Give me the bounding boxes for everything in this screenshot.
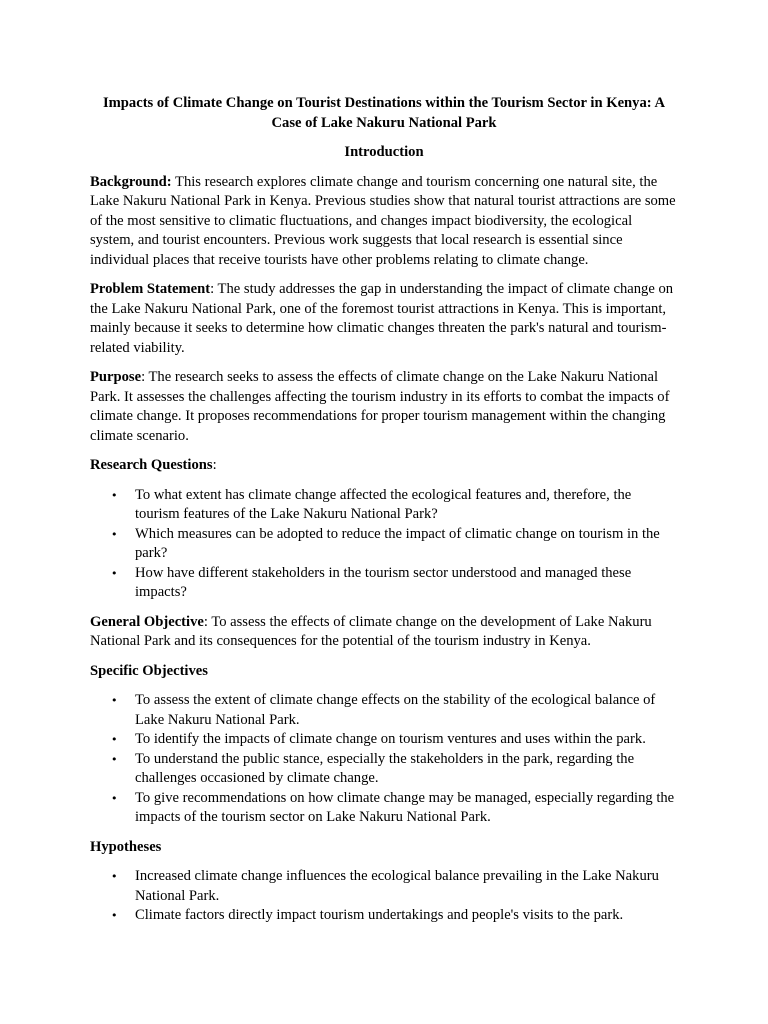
list-item-text: To identify the impacts of climate change on tourism ventures and uses within the park.: [135, 731, 646, 747]
list-item-text: To what extent has climate change affected the ecological features and, therefore, the tourism features of the Lake Nakuru National Park?: [135, 486, 632, 522]
problem-statement-text: : The study addresses the gap in understanding the impact of climate change on the Lake Nakuru National Park, one of the foremost tourist attractions in Kenya. This is important, mainly because it seeks to determine how climatic changes threaten the park's natural and tourism-related viability.: [90, 281, 674, 356]
background-text: This research explores climate change and tourism concerning one natural site, the Lake Nakuru National Park in Kenya. Previous studies show that natural tourist attractions are some of the most sensitive to climatic fluctuations, and changes impact biodiversity, the ecological system, and tourist encounters. Previous work suggests that local research is essential since individual places that receive tourists have other problems relating to climate change.: [90, 173, 676, 268]
list-item-text: To understand the public stance, especially the stakeholders in the park, regarding the challenges occasioned by climate change.: [135, 750, 635, 786]
research-questions-label: Research Questions: [90, 457, 213, 473]
list-item: [90, 564, 678, 603]
hypotheses-list: [90, 867, 678, 926]
list-item: [90, 789, 678, 828]
bullet-icon: •: [111, 870, 118, 883]
general-objective-paragraph: [90, 613, 678, 652]
list-item-text: Increased climate change influences the ecological balance prevailing in the Lake Nakuru National Park.: [135, 868, 659, 904]
document-title: Impacts of Climate Change on Tourist Destinations within the Tourism Sector in Kenya: A Case of Lake Nakuru National Park: [102, 95, 666, 131]
problem-statement-paragraph: [90, 280, 678, 358]
research-questions-suffix: :: [212, 457, 217, 473]
bullet-icon: •: [111, 909, 118, 922]
bullet-icon: •: [111, 527, 118, 541]
hypotheses-heading: Hypotheses: [90, 838, 162, 855]
bullet-icon: •: [111, 488, 118, 502]
bullet-icon: •: [111, 566, 118, 580]
bullet-icon: •: [111, 694, 118, 707]
list-item-text: To give recommendations on how climate change may be managed, especially regarding the impacts of the tourism sector on Lake Nakuru National Park.: [135, 789, 675, 825]
bullet-icon: •: [111, 791, 118, 805]
specific-objectives-heading: Specific Objectives: [90, 662, 208, 679]
purpose-paragraph: [90, 368, 678, 446]
background-label: Background:: [90, 173, 172, 190]
list-item-text: Which measures can be adopted to reduce the impact of climatic change on tourism in the park?: [135, 525, 660, 561]
specific-objectives-list: [90, 691, 678, 828]
list-item: [90, 486, 678, 525]
list-item: [90, 730, 678, 750]
list-item-text: To assess the extent of climate change effects on the stability of the ecological balance of Lake Nakuru National Park.: [135, 692, 656, 728]
general-objective-text: : To assess the effects of climate change on the development of Lake Nakuru National Park and its consequences for the potential of the tourism industry in Kenya.: [90, 613, 652, 649]
list-item: [90, 750, 678, 789]
introduction-heading: Introduction: [344, 144, 424, 160]
purpose-label: Purpose: [90, 369, 142, 385]
research-questions-list: [90, 486, 678, 603]
background-paragraph: [90, 173, 678, 271]
problem-statement-label: Problem Statement: [90, 281, 211, 297]
research-questions-heading: [90, 456, 678, 476]
list-item: [90, 867, 678, 906]
bullet-icon: •: [111, 733, 118, 746]
list-item-text: How have different stakeholders in the tourism sector understood and managed these impacts?: [135, 564, 632, 600]
list-item: [90, 906, 678, 926]
bullet-icon: •: [111, 752, 118, 766]
list-item: [90, 525, 678, 564]
general-objective-label: General Objective: [90, 613, 204, 630]
list-item-text: Climate factors directly impact tourism undertakings and people's visits to the park.: [135, 907, 624, 923]
purpose-text: : The research seeks to assess the effects of climate change on the Lake Nakuru National Park. It assesses the challenges affecting the tourism industry in its efforts to combat the impacts of climate change. It proposes recommendations for proper tourism management within the changing climate scenario.: [90, 369, 670, 444]
list-item: [90, 691, 678, 730]
